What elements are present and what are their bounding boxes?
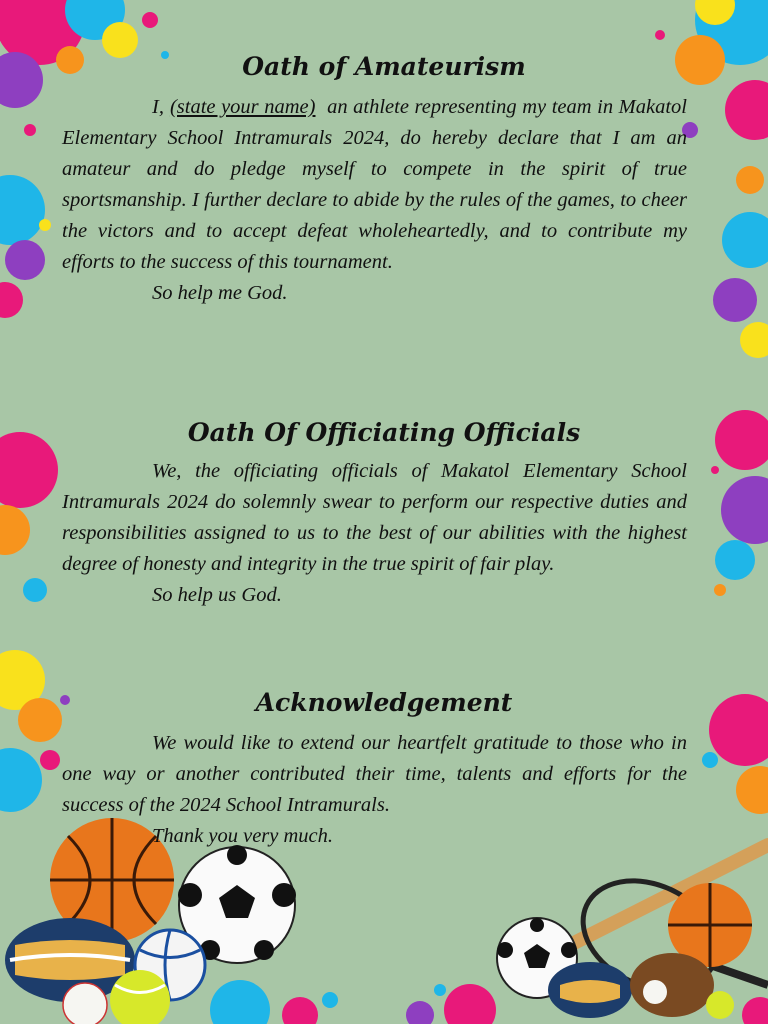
oath-amateurism-body [62, 92, 687, 309]
baseball-icon [63, 983, 107, 1024]
rugby-ball-icon [548, 962, 632, 1018]
tennis-ball-icon [706, 991, 734, 1019]
acknowledgement-title: Acknowledgement [255, 688, 513, 717]
acknowledgement-body [62, 728, 687, 852]
oath-officials-body [62, 456, 687, 611]
oath-amateurism-paragraph [62, 92, 687, 278]
oath-amateurism-closing: So help me God. [152, 282, 288, 304]
paint-splatter [210, 980, 338, 1024]
oath-amateurism-intro: I, [152, 96, 164, 118]
oath-officials-title: Oath Of Officiating Officials [187, 418, 581, 447]
oath-amateurism-text: an athlete representing my team in Makatol Elementary School Intramurals 2024, do hereby declare that I am an amateur and do pledge myself to compete in the spirit of true sportsmanship. I further declare to abide by the rules of the games, to cheer the victors and to accept defeat wholeheartedly, and to contribute my efforts to the success of this tournament. [62, 96, 687, 273]
oath-amateurism-title: Oath of Amateurism [242, 52, 526, 81]
name-blank: (state your name) [169, 96, 316, 118]
oath-officials-closing: So help us God. [152, 584, 282, 606]
baseball-glove-icon [630, 953, 714, 1017]
paint-splatter [702, 212, 768, 814]
acknowledgement-closing: Thank you very much. [152, 825, 334, 847]
oath-officials-paragraph: We, the officiating officials of Makatol Elementary School Intramurals 2024 do solemnly swear to perform our respective duties and responsibilities assigned to us to the best of our abilities with the highest degree of honesty and integrity in the true spirit of fair play. [62, 460, 687, 575]
acknowledgement-paragraph: We would like to extend our heartfelt gratitude to those who in one way or another contributed their time, talents and efforts for the success of the 2024 School Intramurals. [62, 732, 687, 816]
